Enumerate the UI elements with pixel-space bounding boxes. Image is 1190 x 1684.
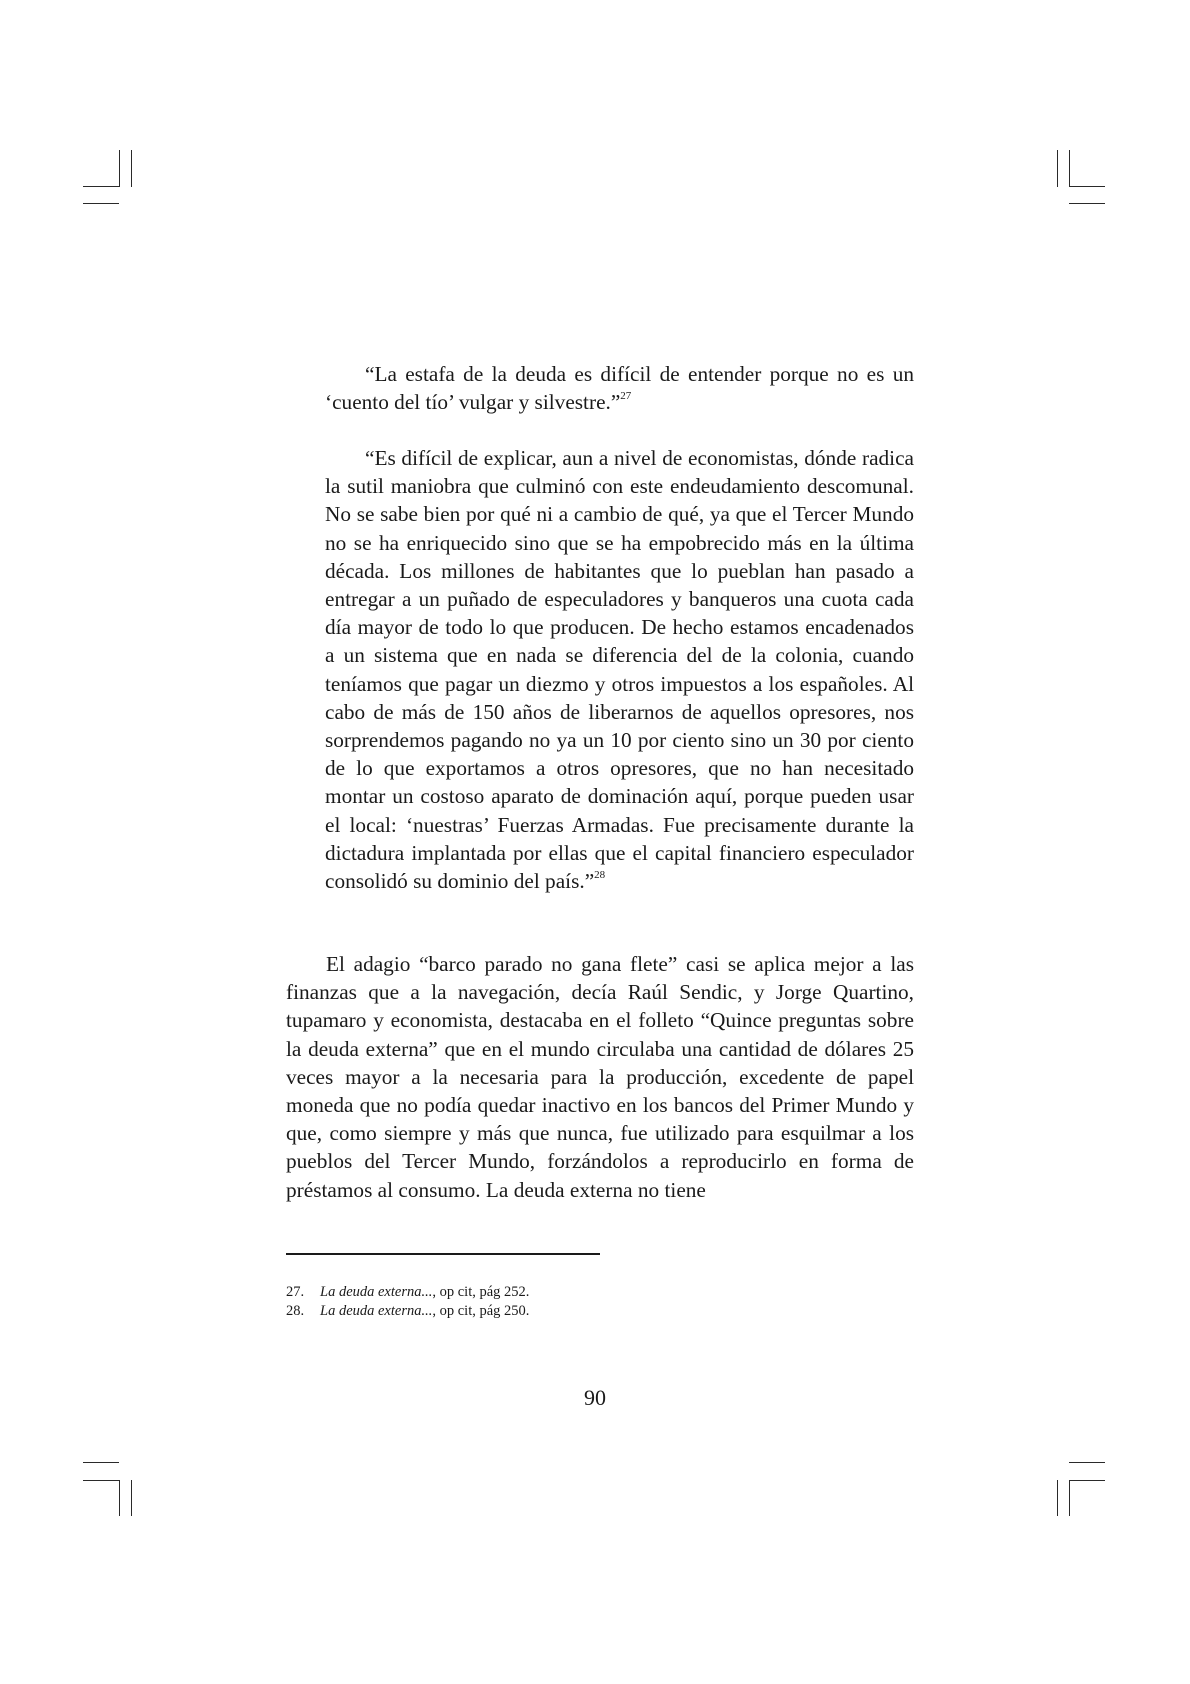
crop-mark: [1069, 1462, 1105, 1463]
crop-mark: [83, 203, 119, 204]
crop-mark: [1057, 150, 1058, 187]
footnote-ref[interactable]: 28: [594, 868, 606, 881]
block-quote-2: [325, 444, 914, 895]
crop-mark: [83, 186, 119, 187]
footnote-text: , op cit, pág 250.: [432, 1303, 530, 1319]
footnote-title: La deuda externa...: [320, 1303, 433, 1319]
body-text: [286, 950, 914, 1204]
footnote-item: [286, 1283, 529, 1302]
crop-mark: [83, 1480, 119, 1481]
footnote-item: [286, 1302, 529, 1321]
footnote-number: 28.: [286, 1303, 305, 1319]
footnote-separator: [286, 1253, 600, 1255]
footnote-title: La deuda externa...: [320, 1284, 433, 1300]
footnote-number: 27.: [286, 1284, 305, 1300]
crop-mark: [119, 1480, 120, 1516]
quote-paragraph: “La estafa de la deuda es difícil de entender porque no es un ‘cuento del tío’ vulgar y silvestre.”$^{27}$: [325, 362, 914, 415]
body-paragraph: El adagio “barco parado no gana flete” casi se aplica mejor a las finanzas que a la navegación, decía Raúl Sendic, y Jorge Quartino, tupamaro y economista, destacaba en el folleto “Quince preguntas sobre la deuda externa” que en el mundo circulaba una cantidad de dólares 25 veces mayor a la necesaria para la producción, excedente de papel moneda que no podía quedar inactivo en los bancos del Primer Mundo y que, como siempre y más que nunca, fue utilizado para esquilmar a los pueblos del Tercer Mundo, forzándolos a reproducirlo en forma de préstamos al consumo. La deuda externa no tiene: [286, 952, 914, 1202]
crop-mark: [131, 1480, 132, 1516]
crop-mark: [1057, 1480, 1058, 1516]
footnote-text: , op cit, pág 252.: [432, 1284, 530, 1300]
quote-paragraph: “Es difícil de explicar, aun a nivel de economistas, dónde radica la sutil maniobra que culminó con este endeudamiento descomunal. No se sabe bien por qué ni a cambio de qué, ya que el Tercer Mundo no se ha enriquecido sino que se ha empobrecido más en la última década. Los millones de habitantes que lo pueblan han pasado a entregar a un puñado de especuladores y banqueros una cuota cada día mayor de todo lo que producen. De hecho estamos encadenados a un sistema que en nada se diferencia del de la colonia, cuando teníamos que pagar un diezmo y otros impuestos a los españoles. Al cabo de más de 150 años de liberarnos de aquellos opresores, nos sorprendemos pagando no ya un 10 por ciento sino un 30 por ciento de lo que exportamos a otros opresores, que no han necesitado montar un costoso aparato de dominación aquí, porque pueden usar el local: ‘nuestras’ Fuerzas Armadas. Fue precisamente durante la dictadura implantada por ellas que el capital financiero especulador consolidó su dominio del país.”$^{28}$: [325, 446, 914, 894]
crop-mark: [119, 150, 120, 187]
crop-mark: [131, 150, 132, 187]
block-quote-1: [325, 360, 914, 416]
crop-mark: [1069, 1480, 1105, 1481]
crop-mark: [1069, 186, 1105, 187]
footnote-ref[interactable]: 27: [620, 390, 632, 403]
crop-mark: [83, 1462, 119, 1463]
page-number: 90: [584, 1385, 606, 1410]
crop-mark: [1069, 203, 1105, 204]
crop-mark: [1069, 150, 1070, 187]
crop-mark: [1069, 1480, 1070, 1516]
footnotes: [286, 1283, 529, 1321]
